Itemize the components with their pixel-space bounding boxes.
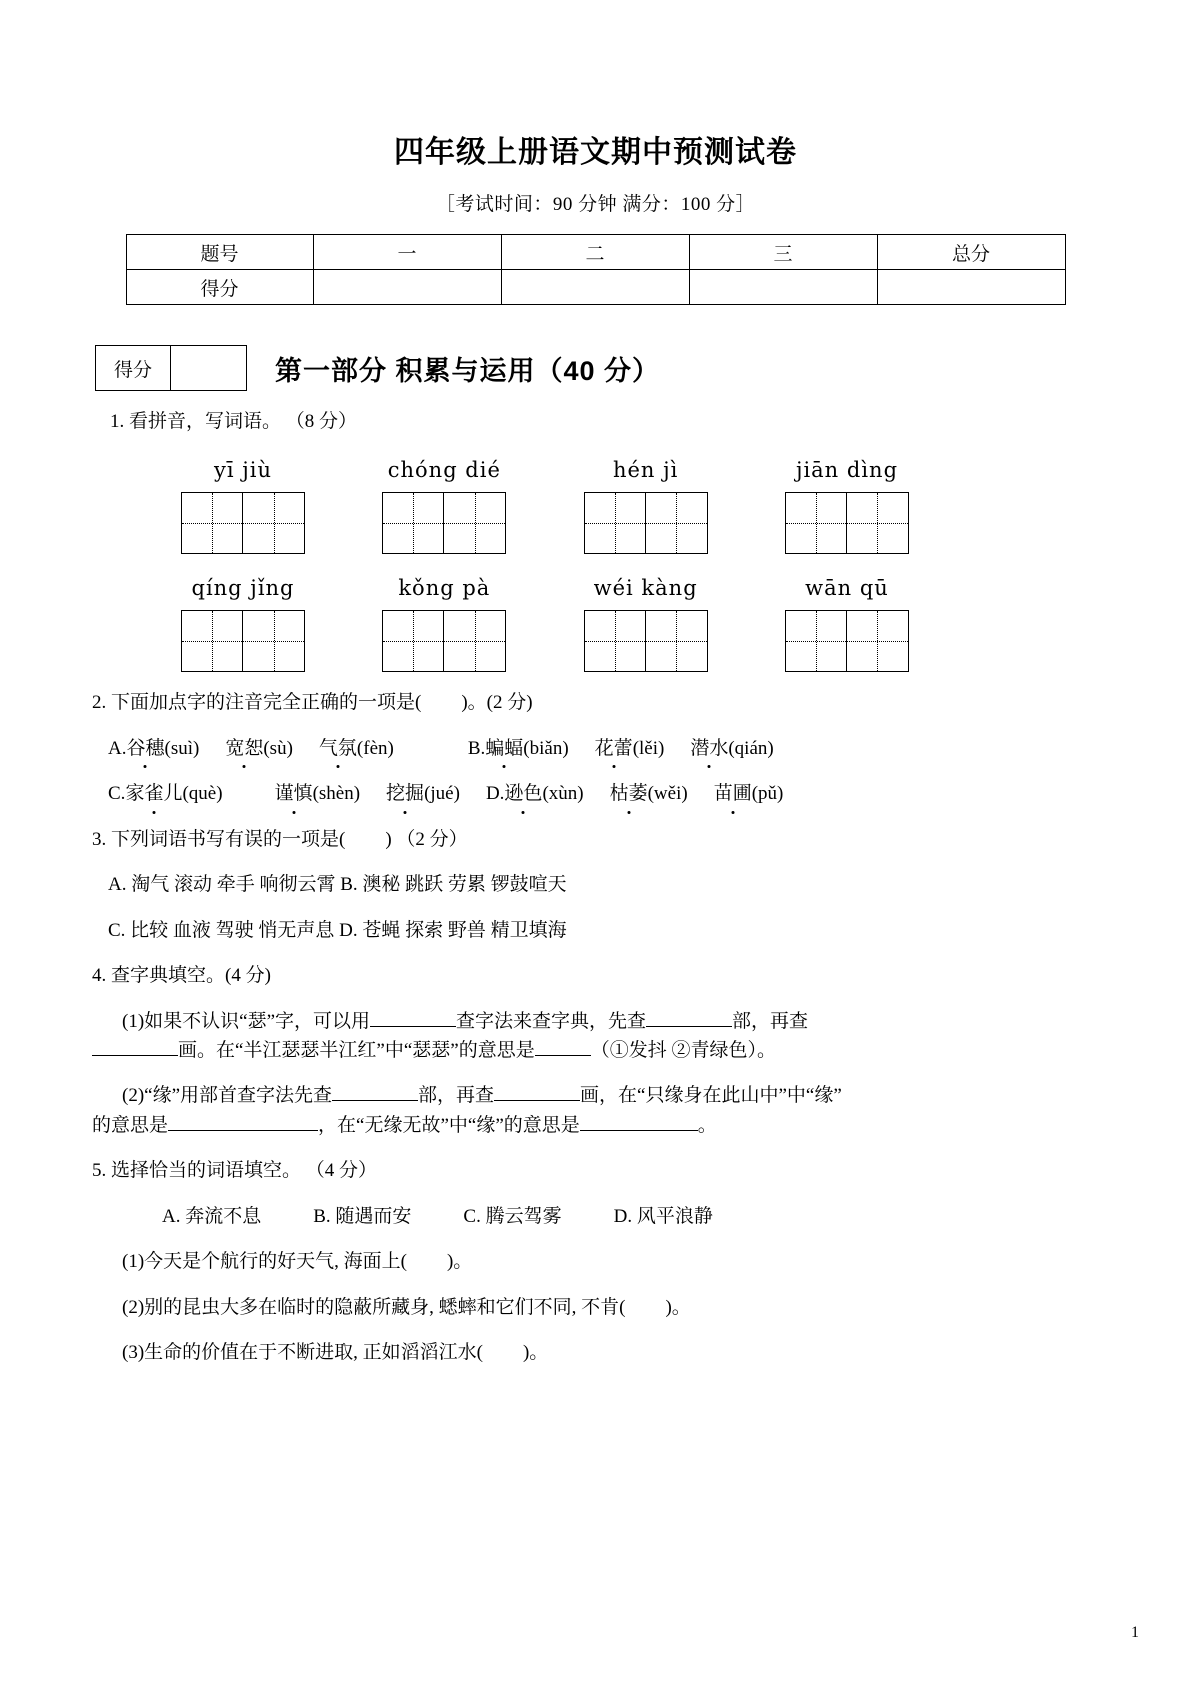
pinyin-label: qíng jǐng bbox=[191, 576, 295, 601]
score-table-row-label: 得分 bbox=[126, 270, 313, 305]
tianzige-cell[interactable] bbox=[150, 492, 336, 554]
score-table-col-total: 总分 bbox=[877, 235, 1065, 270]
option-word: 气氛 bbox=[319, 734, 357, 763]
tianzige-cell[interactable] bbox=[351, 610, 537, 672]
answer-blank[interactable] bbox=[535, 1037, 591, 1056]
tianzige-cell[interactable] bbox=[754, 610, 940, 672]
section-score-box bbox=[95, 345, 247, 391]
answer-blank[interactable] bbox=[370, 1008, 456, 1027]
option-pinyin: (sù) bbox=[263, 737, 293, 759]
score-table-col-3: 三 bbox=[689, 235, 877, 270]
option-pinyin: (què) bbox=[182, 783, 223, 805]
tianzige-cell[interactable] bbox=[553, 492, 739, 554]
score-table-col-2: 二 bbox=[501, 235, 689, 270]
option-word: 家雀儿 bbox=[125, 779, 182, 808]
option-word: 苗圃 bbox=[714, 779, 752, 808]
tianzige-cell[interactable] bbox=[553, 610, 739, 672]
score-table-row-label: 题号 bbox=[126, 235, 313, 270]
score-table-col-1: 一 bbox=[313, 235, 501, 270]
score-table-wrapper bbox=[126, 234, 1066, 305]
table-row bbox=[126, 235, 1065, 270]
question-1-stem: 1. 看拼音，写词语。 （8 分） bbox=[110, 411, 358, 432]
option-pinyin: (suì) bbox=[164, 737, 200, 759]
option-pinyin: (pǔ) bbox=[751, 783, 784, 805]
q5-item1-text-b: )。 bbox=[446, 1251, 473, 1273]
q1-pinyin-row-2 bbox=[150, 576, 940, 600]
question-4-item-2 bbox=[92, 1081, 1121, 1140]
option-label-d: D. bbox=[485, 783, 505, 805]
option-label-a: A. bbox=[108, 737, 127, 759]
pinyin-label: kǒng pà bbox=[398, 576, 491, 601]
option-c: C. 腾云驾雾 bbox=[463, 1205, 562, 1227]
option-pinyin: (qián) bbox=[728, 737, 774, 759]
option-pinyin: (lěi) bbox=[632, 737, 665, 759]
q4-item2-text-5: ，在“无缘无故”中“缘”的意思是 bbox=[318, 1114, 580, 1136]
section-header bbox=[95, 345, 1191, 391]
section-title: 第一部分 积累与运用（40 分） bbox=[275, 355, 661, 386]
question-5-item-1 bbox=[122, 1247, 1121, 1276]
question-4-stem: 4. 查字典填空。(4 分) bbox=[92, 965, 271, 987]
pinyin-label: hén jì bbox=[612, 458, 679, 483]
section-score-label: 得分 bbox=[96, 346, 171, 390]
question-2-options-row-1 bbox=[108, 734, 1121, 763]
question-5-stem: 5. 选择恰当的词语填空。 （4 分） bbox=[92, 1160, 378, 1182]
option-pinyin: (xùn) bbox=[542, 783, 584, 805]
pinyin-label: chóng dié bbox=[387, 458, 501, 483]
section-score-input[interactable] bbox=[171, 346, 246, 390]
answer-blank[interactable] bbox=[646, 1008, 732, 1027]
answer-blank[interactable] bbox=[580, 1112, 698, 1131]
q5-item2-text-b: )。 bbox=[665, 1296, 691, 1318]
score-table bbox=[126, 234, 1066, 305]
question-3-stem bbox=[92, 825, 1121, 854]
answer-blank[interactable] bbox=[92, 1037, 178, 1056]
q4-item2-text-2: 部，再查 bbox=[418, 1085, 495, 1107]
option-pinyin: (shèn) bbox=[312, 783, 361, 805]
question-5-options bbox=[162, 1202, 1121, 1231]
q4-item1-text-4: 画。在“半江瑟瑟半江红”中“瑟瑟”的意思是 bbox=[178, 1039, 535, 1061]
question-2-stem-b: )。(2 分) bbox=[461, 692, 533, 714]
pinyin-label: wéi kàng bbox=[593, 576, 698, 601]
answer-blank[interactable] bbox=[494, 1082, 580, 1101]
q5-item2-text-a: (2)别的昆虫大多在临时的隐蔽所藏身, 蟋蟀和它们不同, 不肯( bbox=[122, 1296, 626, 1318]
question-2-options-row-2 bbox=[108, 779, 1121, 808]
q4-item2-text-4: 的意思是 bbox=[92, 1114, 169, 1136]
option-pinyin: (wěi) bbox=[647, 783, 688, 805]
option-label-b: B. bbox=[467, 737, 486, 759]
q4-item2-text-3: 画，在“只缘身在此山中”中“缘” bbox=[580, 1085, 842, 1107]
pinyin-label: jiān dìng bbox=[795, 458, 899, 483]
question-2-stem-a: 2. 下面加点字的注音完全正确的一项是( bbox=[92, 692, 422, 714]
answer-blank[interactable] bbox=[332, 1082, 418, 1101]
score-input-3[interactable] bbox=[689, 270, 877, 305]
question-3-stem-a: 3. 下列词语书写有误的一项是( bbox=[92, 828, 346, 850]
question-3-options-row-2: C. 比较 血液 驾驶 悄无声息 D. 苍蝇 探索 野兽 精卫填海 bbox=[108, 919, 567, 941]
page-title: 四年级上册语文期中预测试卷 bbox=[394, 136, 797, 169]
q5-item3-text-a: (3)生命的价值在于不断进取, 正如滔滔江水( bbox=[122, 1342, 483, 1363]
question-5-item-2 bbox=[122, 1293, 1121, 1322]
option-word: 蝙蝠 bbox=[485, 734, 523, 763]
score-input-total[interactable] bbox=[877, 270, 1065, 305]
option-b: B. 随遇而安 bbox=[313, 1205, 412, 1227]
option-word: 潜水 bbox=[690, 734, 728, 763]
q4-item2-text-1: (2)“缘”用部首查字法先查 bbox=[122, 1085, 333, 1107]
q4-item1-text-5: （①发抖 ②青绿色）。 bbox=[590, 1039, 776, 1061]
option-word: 谨慎 bbox=[275, 779, 313, 808]
score-input-2[interactable] bbox=[501, 270, 689, 305]
question-4-item-1 bbox=[92, 1007, 1121, 1066]
option-word: 枯萎 bbox=[610, 779, 648, 808]
option-word: 逊色 bbox=[504, 779, 542, 808]
question-5-item-3 bbox=[122, 1338, 1121, 1367]
question-2-stem bbox=[92, 688, 1121, 717]
option-d: D. 风平浪静 bbox=[613, 1205, 713, 1227]
table-row bbox=[126, 270, 1065, 305]
q4-item1-text-2: 查字法来查字典，先查 bbox=[456, 1010, 647, 1032]
q1-grid-row-1 bbox=[150, 492, 940, 554]
q1-pinyin-row-1 bbox=[150, 458, 940, 482]
exam-subtitle: ［考试时间：90 分钟 满分：100 分］ bbox=[435, 194, 756, 215]
option-label-c: C. bbox=[108, 783, 126, 805]
tianzige-cell[interactable] bbox=[150, 610, 336, 672]
q5-item3-text-b: )。 bbox=[522, 1342, 549, 1363]
q4-item1-text-1: (1)如果不认识“瑟”字，可以用 bbox=[122, 1010, 371, 1032]
q1-grid-row-2 bbox=[150, 610, 940, 672]
q4-item1-text-3: 部，再查 bbox=[732, 1010, 809, 1032]
option-a: A. 奔流不息 bbox=[162, 1205, 262, 1227]
questions-container-2 bbox=[92, 688, 1121, 1367]
option-word: 挖掘 bbox=[386, 779, 424, 808]
q4-item2-text-6: 。 bbox=[697, 1114, 717, 1136]
score-input-1[interactable] bbox=[313, 270, 501, 305]
tianzige-cell[interactable] bbox=[351, 492, 537, 554]
q5-item1-text-a: (1)今天是个航行的好天气, 海面上( bbox=[122, 1251, 407, 1273]
answer-blank[interactable] bbox=[168, 1112, 318, 1131]
question-3-options-row-1: A. 淘气 滚动 牵手 响彻云霄 B. 澳秘 跳跃 劳累 锣鼓喧天 bbox=[108, 874, 567, 896]
questions-container bbox=[110, 407, 1121, 436]
option-word: 谷穗 bbox=[126, 734, 164, 763]
question-3-stem-b: ) （2 分） bbox=[385, 828, 468, 850]
option-word: 宽恕 bbox=[225, 734, 263, 763]
option-pinyin: (jué) bbox=[424, 783, 460, 805]
option-pinyin: (biǎn) bbox=[523, 737, 569, 759]
option-pinyin: (fèn) bbox=[356, 737, 394, 759]
pinyin-label: yī jiù bbox=[213, 458, 272, 483]
tianzige-cell[interactable] bbox=[754, 492, 940, 554]
pinyin-label: wān qū bbox=[805, 576, 889, 601]
page-number: 1 bbox=[1131, 1624, 1139, 1641]
option-word: 花蕾 bbox=[595, 734, 633, 763]
